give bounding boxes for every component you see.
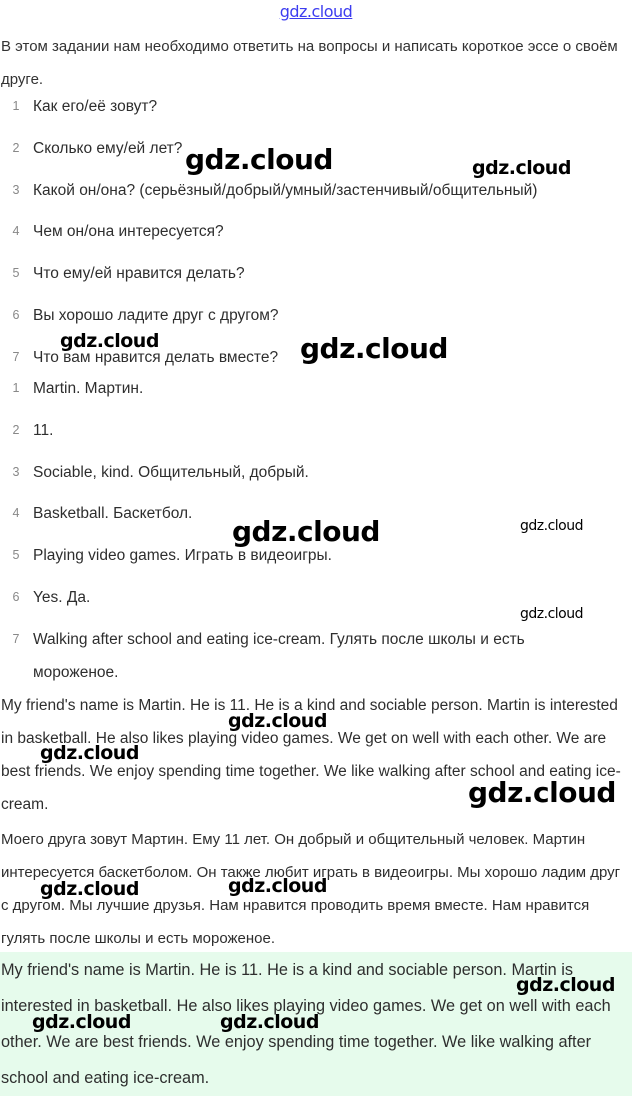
item-number: 5	[12, 266, 20, 281]
question-text: Чем он/она интересуется?	[33, 223, 224, 241]
watermark: gdz.cloud	[468, 776, 616, 809]
item-number: 3	[12, 464, 20, 479]
list-item	[0, 456, 593, 498]
list-item	[0, 90, 537, 132]
essay-english: My friend's name is Martin. He is 11. He is a kind and sociable person. Martin is interested in basketball. He also likes playing video games. We get on well with each other. We are best friends. We enjoy spending time together. We like walking after school and eating ice-cream.	[1, 697, 621, 813]
question-text: Что вам нравится делать вместе?	[33, 348, 279, 366]
item-number: 4	[12, 506, 20, 521]
watermark: gdz.cloud	[40, 878, 139, 900]
list-item	[0, 581, 593, 623]
task-intro: В этом задании нам необходимо ответить на вопросы и написать короткое эссе о своём друге.	[1, 38, 618, 88]
list-item	[0, 414, 593, 456]
item-number: 2	[12, 422, 20, 437]
watermark: gdz.cloud	[300, 332, 448, 365]
site-logo[interactable]: gdz.cloud	[279, 2, 353, 21]
item-number: 2	[12, 140, 20, 155]
list-item	[0, 623, 593, 689]
list-item	[0, 174, 537, 216]
item-number: 1	[12, 381, 20, 395]
answer-text: Basketball. Баскетбол.	[33, 505, 193, 523]
watermark: gdz.cloud	[40, 742, 139, 764]
question-text: Вы хорошо ладите друг с другом?	[33, 306, 279, 324]
item-number: 1	[12, 99, 20, 113]
answer-text: Sociable, kind. Общительный, добрый.	[33, 463, 309, 481]
answer-text: Yes. Да.	[33, 588, 91, 606]
item-number: 7	[12, 631, 20, 646]
essay-highlighted: My friend's name is Martin. He is 11. He is a kind and sociable person. Martin is interested in basketball. He also likes playing video games. We get on well with each other. We are best friends. We enjoy spending time together. We like walking after school and eating ice-cream.	[0, 952, 632, 1096]
question-text: Сколько ему/ей лет?	[33, 139, 183, 157]
item-number: 6	[12, 589, 20, 604]
essay-russian: Моего друга зовут Мартин. Ему 11 лет. Он добрый и общительный человек. Мартин интересуется баскетболом. Он также любит играть в видеоигры. Мы хорошо ладим друг с другом. Мы лучшие друзья. Нам нравится проводить время вместе. Нам нравится гулять после школы и есть мороженое.	[1, 831, 621, 947]
watermark: gdz.cloud	[228, 875, 327, 897]
list-item	[0, 257, 537, 299]
list-item	[0, 372, 593, 414]
list-item	[0, 215, 537, 257]
item-number: 7	[12, 349, 20, 364]
watermark: gdz.cloud	[520, 606, 583, 622]
question-text: Какой он/она? (серьёзный/добрый/умный/застенчивый/общительный)	[33, 181, 538, 199]
watermark: gdz.cloud	[520, 518, 583, 534]
item-number: 6	[12, 307, 20, 322]
answer-text: Walking after school and eating ice-cream. Гулять после школы и есть мороженое.	[33, 630, 525, 681]
answer-text: Playing video games. Играть в видеоигры.	[33, 547, 332, 565]
watermark: gdz.cloud	[228, 710, 327, 732]
watermark: gdz.cloud	[232, 515, 380, 548]
answer-text: 11.	[33, 421, 54, 439]
watermark: gdz.cloud	[185, 143, 333, 176]
watermark: gdz.cloud	[220, 1011, 319, 1033]
item-number: 5	[12, 548, 20, 563]
item-number: 3	[12, 182, 20, 197]
answer-text: Martin. Мартин.	[33, 380, 144, 397]
watermark: gdz.cloud	[516, 974, 615, 996]
watermark: gdz.cloud	[60, 330, 159, 352]
watermark: gdz.cloud	[472, 157, 571, 179]
item-number: 4	[12, 224, 20, 239]
watermark: gdz.cloud	[32, 1011, 131, 1033]
question-text: Что ему/ей нравится делать?	[33, 265, 245, 283]
question-text: Как его/её зовут?	[33, 98, 158, 115]
